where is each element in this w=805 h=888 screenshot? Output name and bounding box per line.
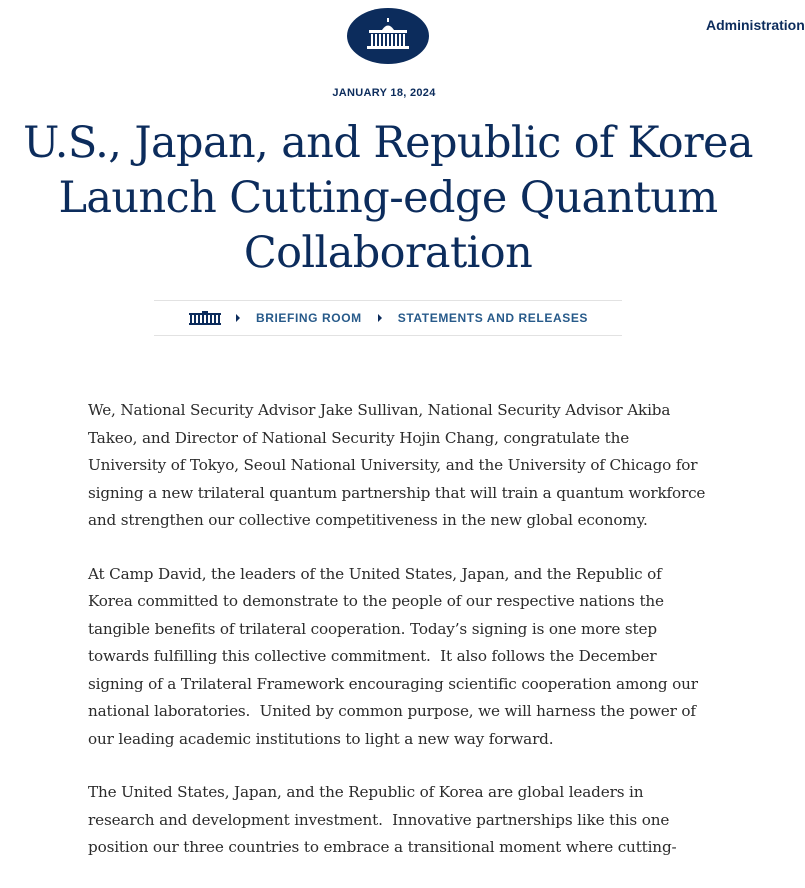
body-paragraph: At Camp David, the leaders of the United States, Japan, and the Republic of Korea committed to demonstrate to the people of our respective nations the tangible benefits of trilateral cooperation. Today’s signing is one more step towards fulfilling this collective commitment. It also follows the December signing of a Trilateral Framework encouraging scientific cooperation among our national laboratories. United by common purpose, we will harness the power of our leading academic institutions to light a new way forward. (88, 564, 703, 748)
body-paragraph: We, National Security Advisor Jake Sullivan, National Security Advisor Akiba Takeo, and Director of National Security Hojin Chang, congratulate the University of Tokyo, Seoul National University, and the University of Chicago for signing a new trilateral quantum partnership that will train a quantum workforce and strengthen our collective competitiveness in the new global economy. (88, 401, 710, 529)
white-house-logo[interactable] (347, 8, 429, 64)
page-title: U.S., Japan, and Republic of Korea Launch Cutting-edge Quantum Collaboration (23, 118, 753, 278)
white-house-seal-icon (347, 8, 429, 64)
breadcrumb (154, 300, 622, 336)
white-house-icon (188, 311, 222, 325)
administration-nav-link[interactable]: Administration (706, 17, 805, 33)
article-body (88, 397, 708, 888)
breadcrumb-statements-and-releases[interactable]: STATEMENTS AND RELEASES (397, 311, 589, 325)
breadcrumb-separator-icon (236, 314, 240, 322)
breadcrumb-home-link[interactable] (188, 311, 222, 325)
article-date: JANUARY 18, 2024 (332, 87, 436, 99)
body-paragraph: The United States, Japan, and the Republic of Korea are global leaders in research and development investment. Innovative partnerships like this one position our three countries to embrace a transitional moment where cutting- (88, 783, 677, 856)
breadcrumb-briefing-room[interactable]: BRIEFING ROOM (255, 311, 362, 325)
breadcrumb-separator-icon (378, 314, 382, 322)
